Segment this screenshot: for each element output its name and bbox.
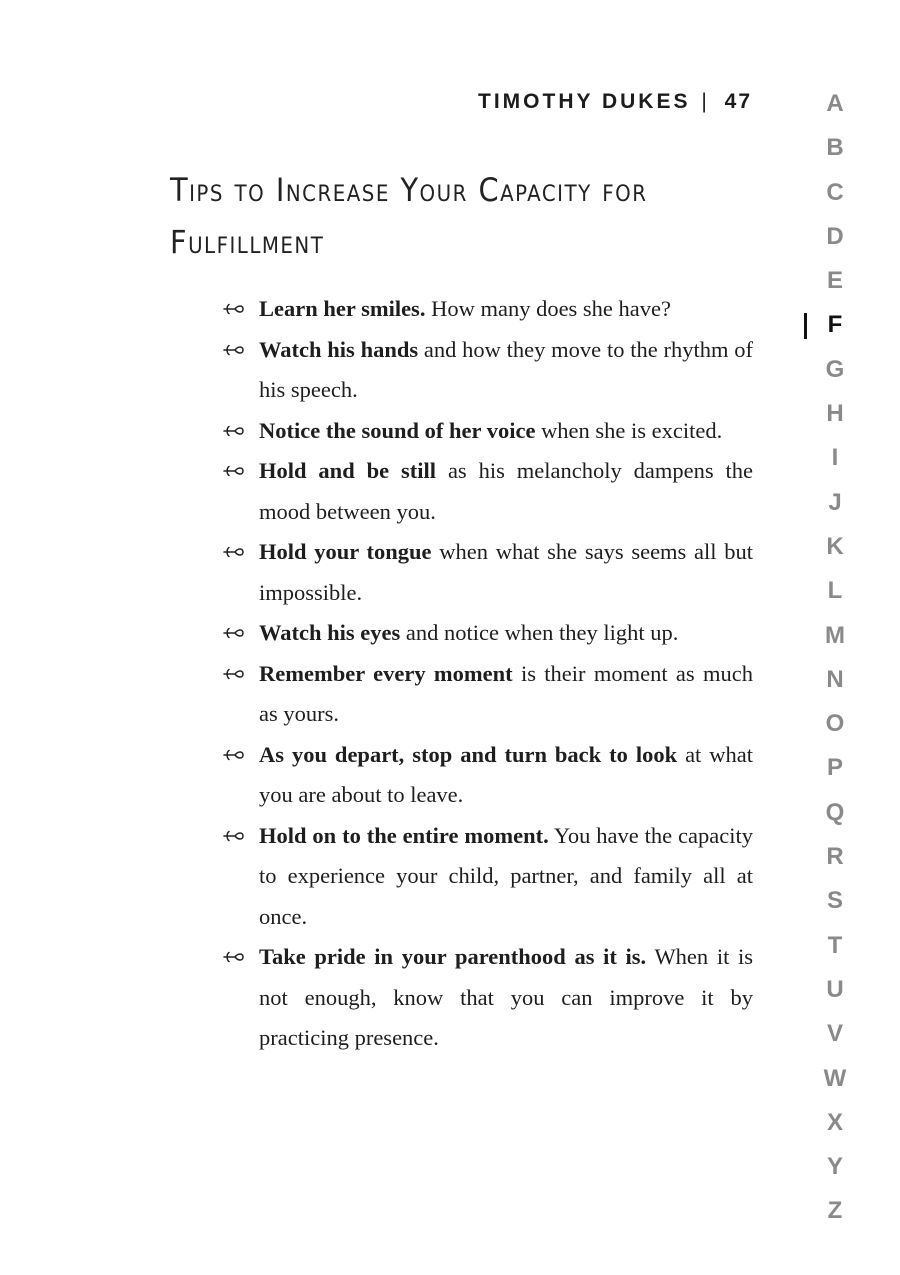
tip-item	[222, 289, 753, 330]
thumb-index-letter-m: M	[825, 621, 845, 649]
tip-lead: Remember every moment	[259, 660, 513, 686]
tip-lead: As you depart, stop and turn back to look	[259, 741, 678, 767]
tip-item	[222, 654, 753, 735]
page-number: 47	[724, 90, 752, 113]
tip-text: When it is not enough, know that you can improve it by practicing presence.	[259, 944, 754, 1050]
swirl-bullet-icon	[222, 937, 246, 977]
swirl-bullet-icon	[222, 735, 246, 775]
tip-lead: Hold your tongue	[259, 539, 432, 564]
swirl-bullet-icon	[222, 613, 246, 653]
thumb-index-letter-q: Q	[825, 798, 845, 826]
thumb-index-letter-j: J	[828, 488, 842, 516]
tip-lead: Learn her smiles.	[259, 296, 426, 321]
tip-lead: Hold on to the entire moment.	[259, 822, 549, 848]
tip-item	[222, 937, 753, 1059]
thumb-index-letter-o: O	[825, 710, 845, 738]
thumb-index-letter-t: T	[827, 931, 843, 959]
tip-text: and notice when they light up.	[400, 620, 679, 645]
tip-text: when she is excited.	[535, 417, 723, 443]
thumb-index-letter-v: V	[826, 1020, 843, 1048]
swirl-bullet-icon	[222, 532, 246, 572]
swirl-bullet-icon	[222, 654, 246, 694]
tip-text: at what you are about to leave.	[259, 741, 753, 807]
thumb-index-letter-k: K	[826, 532, 844, 560]
thumb-index-letter-u: U	[826, 975, 844, 1003]
tip-text: when what she says seems all but impossible.	[259, 539, 753, 605]
running-head	[478, 90, 752, 114]
tip-item	[222, 411, 753, 452]
tip-text: and how they move to the rhythm of his speech.	[259, 336, 753, 402]
thumb-index-letter-b: B	[826, 134, 844, 162]
thumb-index-letter-z: Z	[827, 1197, 843, 1225]
thumb-index-letter-s: S	[826, 887, 843, 915]
thumb-index-letter-h: H	[826, 400, 844, 428]
tip-item	[222, 613, 753, 654]
thumb-index-letter-c: C	[826, 178, 844, 206]
author-name: TIMOTHY DUKES	[478, 90, 691, 113]
tip-item	[222, 735, 753, 816]
thumb-index-letter-y: Y	[826, 1153, 843, 1181]
thumb-index-letter-p: P	[826, 754, 843, 782]
thumb-index-letter-f: F	[810, 303, 860, 347]
tip-item	[222, 816, 753, 938]
section-title: Tips to Increase Your Capacity for Fulfillment	[170, 171, 648, 261]
tip-item	[222, 330, 753, 411]
swirl-bullet-icon	[222, 816, 246, 856]
tip-lead: Watch his hands	[259, 336, 419, 362]
swirl-bullet-icon	[222, 330, 246, 370]
tip-lead: Notice the sound of her voice	[259, 417, 536, 443]
tips-list	[222, 289, 753, 1059]
tip-text: is their moment as much as yours.	[259, 660, 753, 726]
thumb-index-letter-a: A	[826, 90, 844, 117]
tip-item	[222, 532, 753, 613]
tip-lead: Watch his eyes	[259, 620, 401, 645]
tip-text: as his melancholy dampens the mood between you.	[259, 458, 754, 524]
swirl-bullet-icon	[222, 289, 246, 329]
tip-item	[222, 451, 753, 532]
thumb-index-letter-x: X	[826, 1108, 843, 1136]
thumb-index-letter-e: E	[826, 267, 843, 295]
swirl-bullet-icon	[222, 451, 246, 491]
alphabet-thumb-index	[810, 82, 860, 1234]
thumb-index-letter-d: D	[826, 222, 844, 250]
thumb-index-letter-w: W	[823, 1064, 847, 1092]
tip-text: How many does she have?	[425, 296, 672, 321]
thumb-index-letter-g: G	[825, 355, 845, 383]
thumb-index-letter-i: I	[831, 444, 839, 472]
tip-lead: Hold and be still	[259, 458, 437, 483]
thumb-index-letter-r: R	[826, 843, 844, 871]
thumb-index-letter-l: L	[827, 577, 843, 605]
header-separator: |	[701, 90, 710, 113]
thumb-index-letter-n: N	[826, 665, 844, 693]
tip-lead: Take pride in your parenthood as it is.	[259, 944, 647, 969]
tip-text: You have the capacity to experience your child, partner, and family all at once.	[259, 822, 753, 929]
swirl-bullet-icon	[222, 411, 246, 451]
